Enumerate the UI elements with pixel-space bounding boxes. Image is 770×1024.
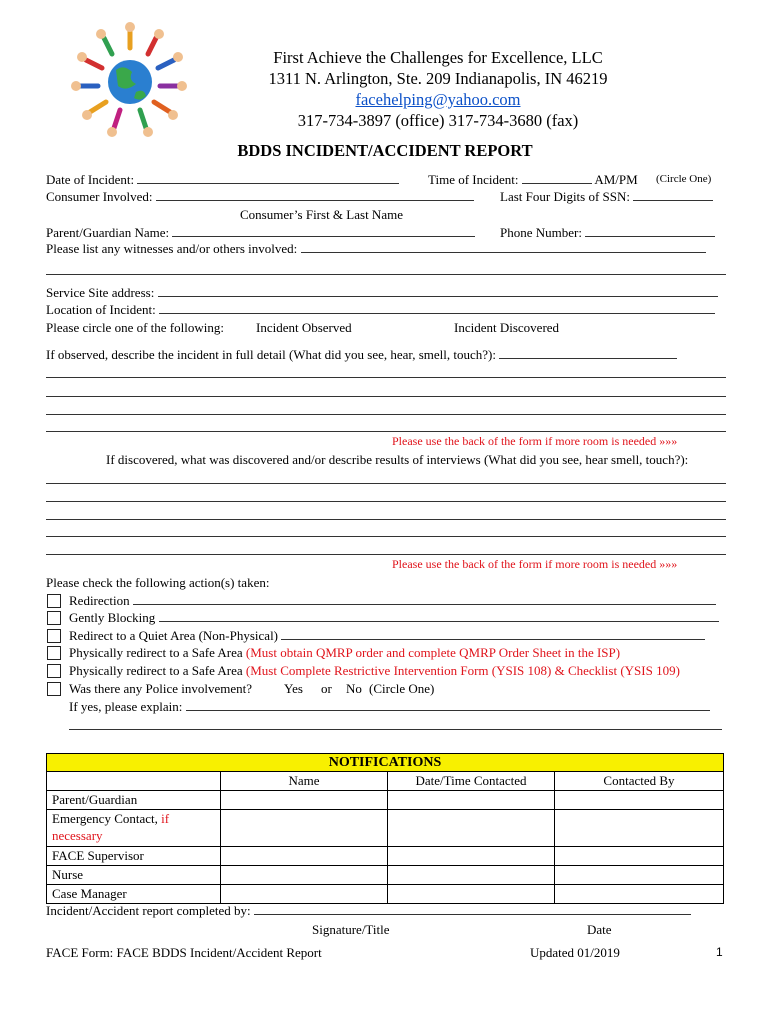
- quiet-area-label: Redirect to a Quiet Area (Non-Physical): [69, 628, 705, 644]
- if-yes-explain-label: If yes, please explain:: [69, 699, 710, 715]
- discovered-prompt: If discovered, what was discovered and/or describe results of interviews (What did you see, hear smell, touch?):: [106, 452, 689, 467]
- discovered-line[interactable]: [46, 554, 726, 555]
- service-site-field[interactable]: [158, 286, 718, 297]
- observed-line[interactable]: [46, 377, 726, 378]
- phone-number-label: Phone Number:: [500, 225, 715, 241]
- time-of-incident-label: Time of Incident: AM/PM: [428, 172, 638, 187]
- name-cell[interactable]: [221, 866, 388, 885]
- page-number: 1: [716, 945, 723, 959]
- completed-by-label: Incident/Accident report completed by:: [46, 903, 691, 919]
- contacted-by-cell[interactable]: [555, 885, 724, 904]
- parent-guardian-label: Parent/Guardian Name:: [46, 225, 475, 241]
- name-cell[interactable]: [221, 885, 388, 904]
- date-time-cell[interactable]: [388, 866, 555, 885]
- safe-area-qmrp-label: Physically redirect to a Safe Area (Must obtain QMRP order and complete QMRP Order Sheet in the ISP): [69, 645, 621, 660]
- consumer-involved-field[interactable]: [156, 190, 474, 201]
- safe-area-qmrp-checkbox[interactable]: [47, 646, 61, 660]
- police-or-text: or: [321, 681, 332, 696]
- date-time-cell[interactable]: [388, 810, 555, 847]
- observed-line[interactable]: [46, 414, 726, 415]
- table-row: [47, 866, 724, 885]
- back-of-form-note-1: Please use the back of the form if more room is needed »»»: [392, 434, 678, 448]
- police-label: Was there any Police involvement?: [69, 681, 253, 696]
- discovered-line[interactable]: [46, 519, 726, 520]
- consumer-name-caption: Consumer’s First & Last Name: [240, 207, 403, 222]
- police-yes-option[interactable]: Yes: [284, 681, 303, 696]
- redirection-checkbox[interactable]: [47, 594, 61, 608]
- name-cell[interactable]: [221, 810, 388, 847]
- email-text[interactable]: facehelping@yahoo.com: [355, 90, 521, 109]
- time-of-incident-field[interactable]: [522, 173, 592, 184]
- footer-form-name: FACE Form: FACE BDDS Incident/Accident Report: [46, 945, 322, 960]
- actions-heading: Please check the following action(s) taken:: [46, 575, 270, 590]
- gently-blocking-label: Gently Blocking: [69, 610, 719, 626]
- parent-guardian-field[interactable]: [172, 226, 475, 237]
- table-row: [47, 885, 724, 904]
- ssn-label: Last Four Digits of SSN:: [500, 189, 713, 205]
- discovered-line[interactable]: [46, 501, 726, 502]
- if-yes-explain-field[interactable]: [186, 700, 710, 711]
- date-time-cell[interactable]: [388, 791, 555, 810]
- contacted-by-cell[interactable]: [555, 810, 724, 847]
- name-cell[interactable]: [221, 791, 388, 810]
- table-row: [47, 791, 724, 810]
- incident-discovered-option[interactable]: Incident Discovered: [454, 320, 560, 335]
- col-header-name: Name: [221, 772, 388, 791]
- completed-by-field[interactable]: [254, 904, 691, 915]
- redirection-field[interactable]: [133, 594, 716, 605]
- notifications-title: NOTIFICATIONS: [47, 754, 724, 772]
- observed-prompt: If observed, describe the incident in full detail (What did you see, hear, smell, touch?):: [46, 347, 677, 363]
- service-site-label: Service Site address:: [46, 285, 718, 301]
- police-checkbox[interactable]: [47, 682, 61, 696]
- if-yes-explain-line-2[interactable]: [69, 729, 722, 730]
- contacted-by-cell[interactable]: [555, 791, 724, 810]
- signature-title-caption: Signature/Title: [312, 922, 390, 937]
- police-no-option[interactable]: No: [346, 681, 362, 696]
- witnesses-label: Please list any witnesses and/or others involved:: [46, 241, 706, 257]
- back-of-form-note-2: Please use the back of the form if more room is needed »»»: [392, 557, 678, 571]
- notifications-table: [46, 753, 724, 904]
- consumer-involved-label: Consumer Involved:: [46, 189, 474, 205]
- table-row: [47, 847, 724, 866]
- header-blank-cell: [47, 772, 221, 791]
- org-phones: 317-734-3897 (office) 317-734-3680 (fax): [297, 111, 579, 130]
- gently-blocking-field[interactable]: [159, 611, 719, 622]
- org-address: 1311 N. Arlington, Ste. 209 Indianapolis, IN 46219: [268, 69, 608, 88]
- phone-number-field[interactable]: [585, 226, 715, 237]
- org-name: First Achieve the Challenges for Excellence, LLC: [273, 48, 603, 67]
- safe-area-restrictive-label: Physically redirect to a Safe Area (Must Complete Restrictive Intervention Form (YSIS 108) & Checklist (YSIS 109): [69, 663, 680, 678]
- children-around-globe-logo: [66, 20, 194, 138]
- row-label-emergency-contact: Emergency Contact, if necessary: [47, 810, 221, 847]
- row-label-case-manager: Case Manager: [47, 885, 221, 904]
- observed-line[interactable]: [46, 396, 726, 397]
- org-email-link[interactable]: [228, 90, 648, 110]
- footer-updated: Updated 01/2019: [530, 945, 620, 960]
- qmrp-note: (Must obtain QMRP order and complete QMRP Order Sheet in the ISP): [245, 645, 621, 660]
- form-title: BDDS INCIDENT/ACCIDENT REPORT: [237, 141, 533, 160]
- ssn-field[interactable]: [633, 190, 713, 201]
- observed-field-1[interactable]: [499, 348, 677, 359]
- row-label-nurse: Nurse: [47, 866, 221, 885]
- col-header-date-time: Date/Time Contacted: [388, 772, 555, 791]
- witnesses-field[interactable]: [301, 242, 706, 253]
- location-label: Location of Incident:: [46, 302, 715, 318]
- col-header-contacted-by: Contacted By: [555, 772, 724, 791]
- discovered-line[interactable]: [46, 483, 726, 484]
- date-of-incident-field[interactable]: [137, 173, 399, 184]
- circle-following-label: Please circle one of the following:: [46, 320, 224, 335]
- quiet-area-field[interactable]: [281, 629, 705, 640]
- location-field[interactable]: [159, 303, 715, 314]
- quiet-area-checkbox[interactable]: [47, 629, 61, 643]
- gently-blocking-checkbox[interactable]: [47, 611, 61, 625]
- date-time-cell[interactable]: [388, 847, 555, 866]
- incident-observed-option[interactable]: Incident Observed: [256, 320, 352, 335]
- name-cell[interactable]: [221, 847, 388, 866]
- row-label-parent-guardian: Parent/Guardian: [47, 791, 221, 810]
- discovered-line[interactable]: [46, 536, 726, 537]
- table-row: [47, 810, 724, 847]
- police-circle-note: (Circle One): [369, 681, 435, 696]
- date-of-incident-label: Date of Incident:: [46, 172, 399, 188]
- date-time-cell[interactable]: [388, 885, 555, 904]
- witnesses-line-2[interactable]: [46, 274, 726, 275]
- restrictive-note: (Must Complete Restrictive Intervention Form (YSIS 108) & Checklist (YSIS 109): [245, 663, 680, 678]
- row-label-face-supervisor: FACE Supervisor: [47, 847, 221, 866]
- safe-area-restrictive-checkbox[interactable]: [47, 664, 61, 678]
- circle-one-note: (Circle One): [656, 173, 712, 185]
- contacted-by-cell[interactable]: [555, 866, 724, 885]
- observed-line[interactable]: [46, 431, 726, 432]
- date-caption: Date: [587, 922, 612, 937]
- redirection-label: Redirection: [69, 593, 716, 609]
- contacted-by-cell[interactable]: [555, 847, 724, 866]
